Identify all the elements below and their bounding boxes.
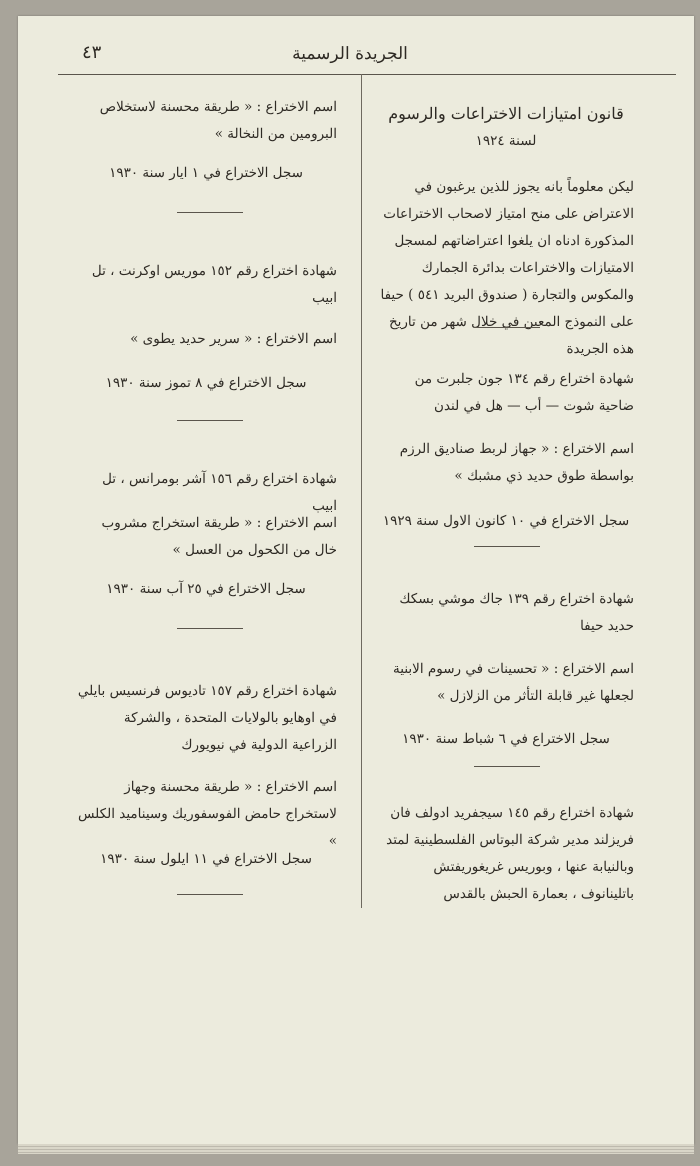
publication-title: الجريدة الرسمية [292,44,408,64]
section-divider [474,766,540,767]
section-divider [177,628,243,629]
entry-invention-name: اسم الاختراع : « سرير حديد يطوى » [130,331,337,347]
entry-invention-name: اسم الاختراع : « طريقة محسنة وجهاز لاستخراج حامض الفوسفوريك وسيناميد الكلس » [77,779,337,849]
section-divider [474,546,540,547]
entry-registration: سجل الاختراع في ٨ تموز سنة ١٩٣٠ [105,375,307,391]
entry-registration: سجل الاختراع في ٢٥ آب سنة ١٩٣٠ [106,581,306,597]
entry-registration: سجل الاختراع في ٦ شباط سنة ١٩٣٠ [402,731,610,747]
section-divider [474,327,540,328]
section-divider [177,212,243,213]
header-divider [58,74,676,75]
section-divider [177,894,243,895]
entry-certificate: شهادة اختراع رقم ١٥٢ موريس اوكرنت ، تل ابيب [91,263,337,306]
entry-certificate: شهادة اختراع رقم ١٥٧ تاديوس فرنسيس بايلي في اوهايو بالولايات المتحدة ، والشركة الزراعية الدولية في نيويورك [77,683,337,753]
law-title: قانون امتيازات الاختراعات والرسوم [388,104,624,123]
notice-paragraph: ليكن معلوماً بانه يجوز للذين يرغبون في الاعتراض على منح امتياز لاصحاب الاختراعات المذكورة ادناه ان يلغوا اعتراضاتهم لمسجل الامتيازات والاختراعات بدائرة الجمارك والمكوس والتجارة ( صندوق البريد ٥٤١ ) حيفا على النموذج المعين في خلال شهر من تاريخ هذه الجريدة [380,179,634,357]
entry-registration: سجل الاختراع في ١ ايار سنة ١٩٣٠ [109,165,303,181]
entry-certificate: شهادة اختراع رقم ١٤٥ سيجفريد ادولف فان فريزلند مدير شركة البوتاس الفلسطينية لمتد وبالنيابة عنها ، وبوريس غريغوريفتش باتلينانوف ، بعمارة الحبش بالقدس [386,805,634,902]
column-divider [361,74,362,908]
section-divider [177,420,243,421]
entry-invention-name: اسم الاختراع : « طريقة استخراج مشروب خال من الكحول من العسل » [101,515,337,558]
page-number: ٤٣ [82,42,102,63]
entry-certificate: شهادة اختراع رقم ١٣٩ جاك موشي بسكك حديد حيفا [399,591,634,634]
entry-invention-name: اسم الاختراع : « جهاز لربط صناديق الرزم بواسطة طوق حديد ذي مشبك » [399,441,634,484]
entry-invention-name: اسم الاختراع : « طريقة محسنة لاستخلاص البرومين من النخالة » [99,99,337,142]
entry-certificate: شهادة اختراع رقم ١٥٦ آشر بومرانس ، تل ابيب [102,471,337,514]
entry-invention-name: اسم الاختراع : « تحسينات في رسوم الابنية لجعلها غير قابلة التأثر من الزلازل » [393,661,634,704]
entry-registration: سجل الاختراع في ١٠ كانون الاول سنة ١٩٢٩ [382,513,630,529]
law-year: لسنة ١٩٢٤ [475,133,537,149]
entry-registration: سجل الاختراع في ١١ ايلول سنة ١٩٣٠ [100,851,312,867]
page-stack-edge [18,1144,694,1154]
entry-certificate: شهادة اختراع رقم ١٣٤ جون جلبرت من ضاحية شوت — أب — هل في لندن [414,371,634,414]
